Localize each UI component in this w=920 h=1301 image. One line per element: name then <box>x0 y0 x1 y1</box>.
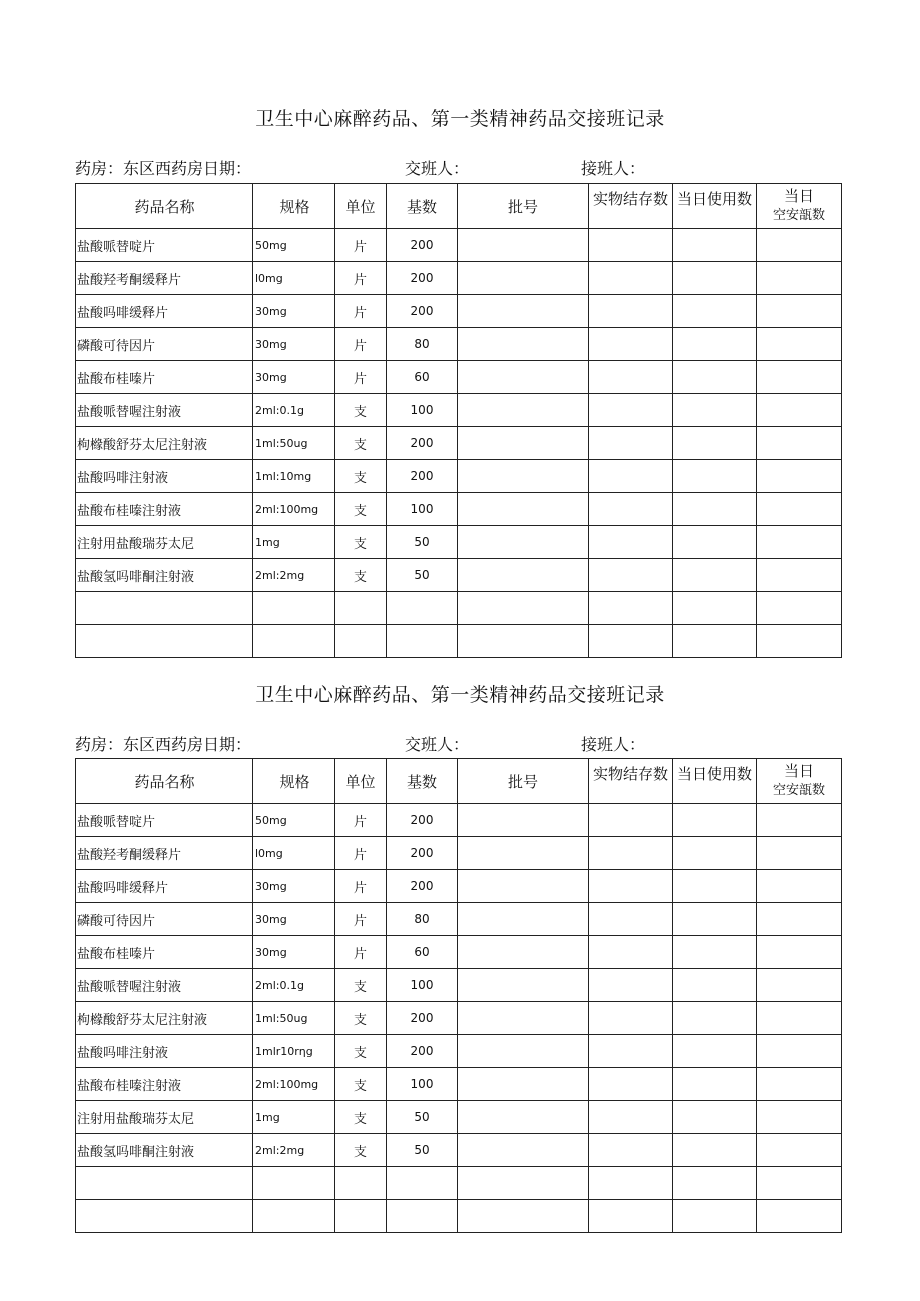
base-count-cell: 200 <box>387 1002 458 1035</box>
header-unit: 单位 <box>335 184 387 229</box>
daily-usage-cell[interactable] <box>673 903 757 936</box>
empty-ampoules-cell[interactable] <box>757 559 842 592</box>
stock-count-cell[interactable] <box>589 559 673 592</box>
empty-ampoules-cell[interactable] <box>757 526 842 559</box>
stock-count-cell[interactable] <box>589 870 673 903</box>
spec-cell: 50mg <box>253 804 335 837</box>
drug-name-cell: 盐酸布桂嗪注射液 <box>76 493 253 526</box>
blank-cell[interactable] <box>253 625 335 658</box>
blank-cell[interactable] <box>76 625 253 658</box>
base-count-cell: 80 <box>387 328 458 361</box>
empty-ampoules-cell[interactable] <box>757 394 842 427</box>
header-empty-ampoules-line1: 当日 <box>783 762 814 780</box>
base-count-cell: 50 <box>387 1134 458 1167</box>
blank-cell[interactable] <box>387 1200 458 1233</box>
blank-cell[interactable] <box>387 625 458 658</box>
stock-count-cell[interactable] <box>589 936 673 969</box>
base-count-cell: 200 <box>387 1035 458 1068</box>
daily-usage-cell[interactable] <box>673 1134 757 1167</box>
table-row <box>76 1068 842 1101</box>
empty-ampoules-cell[interactable] <box>757 870 842 903</box>
daily-usage-cell[interactable] <box>673 394 757 427</box>
header-stock-count: 实物结存数 <box>589 759 673 804</box>
drug-name-cell: 盐酸布桂嗪片 <box>76 936 253 969</box>
daily-usage-cell[interactable] <box>673 1002 757 1035</box>
header-batch-no: 批号 <box>458 759 589 804</box>
blank-cell[interactable] <box>757 592 842 625</box>
batch-no-cell[interactable] <box>458 1101 589 1134</box>
empty-ampoules-cell[interactable] <box>757 361 842 394</box>
spec-cell: 2ml:2mg <box>253 559 335 592</box>
empty-ampoules-cell[interactable] <box>757 1134 842 1167</box>
blank-cell[interactable] <box>253 1200 335 1233</box>
spec-cell: 1mg <box>253 1101 335 1134</box>
empty-ampoules-cell[interactable] <box>757 1101 842 1134</box>
stock-count-cell[interactable] <box>589 1068 673 1101</box>
table-row <box>76 328 842 361</box>
base-count-cell: 100 <box>387 493 458 526</box>
table-header-row <box>76 184 842 229</box>
table-row <box>76 1002 842 1035</box>
daily-usage-cell[interactable] <box>673 493 757 526</box>
batch-no-cell[interactable] <box>458 1035 589 1068</box>
empty-ampoules-cell[interactable] <box>757 427 842 460</box>
drug-name-cell: 盐酸氢吗啡酮注射液 <box>76 1134 253 1167</box>
batch-no-cell[interactable] <box>458 328 589 361</box>
pharmacy-date-label: 药房：东区西药房日期： <box>75 159 252 178</box>
blank-cell[interactable] <box>673 1167 757 1200</box>
spec-cell: 2ml:100mg <box>253 1068 335 1101</box>
blank-cell[interactable] <box>335 1200 387 1233</box>
spec-cell: 1mg <box>253 526 335 559</box>
base-count-cell: 50 <box>387 559 458 592</box>
blank-row <box>76 1200 842 1233</box>
blank-cell[interactable] <box>76 1167 253 1200</box>
daily-usage-cell[interactable] <box>673 804 757 837</box>
daily-usage-cell[interactable] <box>673 427 757 460</box>
header-empty-ampoules-line2: 空安瓿数 <box>772 783 825 798</box>
spec-cell: 1ml:10mg <box>253 460 335 493</box>
drug-name-cell: 盐酸羟考酮缓释片 <box>76 837 253 870</box>
table-row <box>76 229 842 262</box>
header-stock-count: 实物结存数 <box>589 184 673 229</box>
empty-ampoules-cell[interactable] <box>757 804 842 837</box>
daily-usage-cell[interactable] <box>673 559 757 592</box>
batch-no-cell[interactable] <box>458 229 589 262</box>
drug-name-cell: 盐酸羟考酮缓释片 <box>76 262 253 295</box>
base-count-cell: 100 <box>387 969 458 1002</box>
empty-ampoules-cell[interactable] <box>757 903 842 936</box>
batch-no-cell[interactable] <box>458 969 589 1002</box>
base-count-cell: 200 <box>387 295 458 328</box>
blank-cell[interactable] <box>673 625 757 658</box>
spec-cell: l0mg <box>253 837 335 870</box>
table-row <box>76 361 842 394</box>
sheet-title: 卫生中心麻醉药品、第一类精神药品交接班记录 <box>255 684 665 706</box>
batch-no-cell[interactable] <box>458 394 589 427</box>
stock-count-cell[interactable] <box>589 1134 673 1167</box>
batch-no-cell[interactable] <box>458 427 589 460</box>
spec-cell: 30mg <box>253 295 335 328</box>
unit-cell: 片 <box>335 361 387 394</box>
empty-ampoules-cell[interactable] <box>757 1002 842 1035</box>
spec-cell: 30mg <box>253 361 335 394</box>
batch-no-cell[interactable] <box>458 870 589 903</box>
spec-cell: 2ml:100mg <box>253 493 335 526</box>
empty-ampoules-cell[interactable] <box>757 229 842 262</box>
blank-cell[interactable] <box>458 592 589 625</box>
unit-cell: 片 <box>335 936 387 969</box>
drug-name-cell: 盐酸哌替啶片 <box>76 229 253 262</box>
empty-ampoules-cell[interactable] <box>757 837 842 870</box>
empty-ampoules-cell[interactable] <box>757 493 842 526</box>
unit-cell: 支 <box>335 1101 387 1134</box>
stock-count-cell[interactable] <box>589 460 673 493</box>
daily-usage-cell[interactable] <box>673 328 757 361</box>
spec-cell: 2ml:0.1g <box>253 394 335 427</box>
batch-no-cell[interactable] <box>458 493 589 526</box>
stock-count-cell[interactable] <box>589 394 673 427</box>
unit-cell: 片 <box>335 804 387 837</box>
base-count-cell: 200 <box>387 837 458 870</box>
blank-cell[interactable] <box>589 592 673 625</box>
unit-cell: 片 <box>335 870 387 903</box>
header-base-count: 基数 <box>387 759 458 804</box>
table-row <box>76 295 842 328</box>
handover-table <box>75 183 842 658</box>
blank-row <box>76 592 842 625</box>
table-row <box>76 262 842 295</box>
blank-cell[interactable] <box>253 1167 335 1200</box>
table-row <box>76 559 842 592</box>
batch-no-cell[interactable] <box>458 559 589 592</box>
batch-no-cell[interactable] <box>458 1068 589 1101</box>
blank-cell[interactable] <box>335 1167 387 1200</box>
base-count-cell: 60 <box>387 361 458 394</box>
stock-count-cell[interactable] <box>589 1101 673 1134</box>
batch-no-cell[interactable] <box>458 903 589 936</box>
blank-row <box>76 625 842 658</box>
table-row <box>76 804 842 837</box>
stock-count-cell[interactable] <box>589 1002 673 1035</box>
batch-no-cell[interactable] <box>458 262 589 295</box>
drug-name-cell: 盐酸布桂嗪注射液 <box>76 1068 253 1101</box>
blank-cell[interactable] <box>589 625 673 658</box>
base-count-cell: 200 <box>387 804 458 837</box>
batch-no-cell[interactable] <box>458 526 589 559</box>
header-batch-no: 批号 <box>458 184 589 229</box>
drug-name-cell: 注射用盐酸瑞芬太尼 <box>76 1101 253 1134</box>
drug-name-cell: 盐酸吗啡注射液 <box>76 460 253 493</box>
daily-usage-cell[interactable] <box>673 229 757 262</box>
daily-usage-cell[interactable] <box>673 526 757 559</box>
table-row <box>76 394 842 427</box>
batch-no-cell[interactable] <box>458 460 589 493</box>
table-row <box>76 969 842 1002</box>
spec-cell: 30mg <box>253 903 335 936</box>
table-row <box>76 493 842 526</box>
unit-cell: 片 <box>335 903 387 936</box>
base-count-cell: 60 <box>387 936 458 969</box>
empty-ampoules-cell[interactable] <box>757 1035 842 1068</box>
spec-cell: 1mlr10rηg <box>253 1035 335 1068</box>
spec-cell: 2ml:2mg <box>253 1134 335 1167</box>
spec-cell: 2ml:0.1g <box>253 969 335 1002</box>
blank-cell[interactable] <box>757 1200 842 1233</box>
table-row <box>76 460 842 493</box>
blank-cell[interactable] <box>458 625 589 658</box>
table-row <box>76 870 842 903</box>
table-row <box>76 1134 842 1167</box>
batch-no-cell[interactable] <box>458 936 589 969</box>
blank-cell[interactable] <box>673 592 757 625</box>
spec-cell: 30mg <box>253 936 335 969</box>
base-count-cell: 50 <box>387 1101 458 1134</box>
empty-ampoules-cell[interactable] <box>757 328 842 361</box>
stock-count-cell[interactable] <box>589 903 673 936</box>
base-count-cell: 80 <box>387 903 458 936</box>
base-count-cell: 200 <box>387 427 458 460</box>
blank-cell[interactable] <box>335 625 387 658</box>
table-row <box>76 903 842 936</box>
drug-name-cell: 盐酸哌替喔注射液 <box>76 969 253 1002</box>
receiver-person-label: 接班人： <box>581 735 646 754</box>
daily-usage-cell[interactable] <box>673 295 757 328</box>
table-row <box>76 526 842 559</box>
blank-row <box>76 1167 842 1200</box>
batch-no-cell[interactable] <box>458 295 589 328</box>
daily-usage-cell[interactable] <box>673 969 757 1002</box>
stock-count-cell[interactable] <box>589 526 673 559</box>
unit-cell: 支 <box>335 1002 387 1035</box>
unit-cell: 片 <box>335 262 387 295</box>
drug-name-cell: 盐酸吗啡缓释片 <box>76 870 253 903</box>
unit-cell: 支 <box>335 1035 387 1068</box>
unit-cell: 支 <box>335 559 387 592</box>
base-count-cell: 50 <box>387 526 458 559</box>
stock-count-cell[interactable] <box>589 262 673 295</box>
drug-name-cell: 盐酸氢吗啡酮注射液 <box>76 559 253 592</box>
unit-cell: 支 <box>335 526 387 559</box>
spec-cell: 1ml:50ug <box>253 1002 335 1035</box>
header-base-count: 基数 <box>387 184 458 229</box>
blank-cell[interactable] <box>76 592 253 625</box>
spec-cell: 30mg <box>253 328 335 361</box>
blank-cell[interactable] <box>335 592 387 625</box>
spec-cell: 1ml:50ug <box>253 427 335 460</box>
empty-ampoules-cell[interactable] <box>757 969 842 1002</box>
unit-cell: 片 <box>335 229 387 262</box>
header-empty-ampoules-line2: 空安瓿数 <box>772 208 825 223</box>
unit-cell: 支 <box>335 1068 387 1101</box>
drug-name-cell: 盐酸吗啡缓释片 <box>76 295 253 328</box>
blank-cell[interactable] <box>458 1167 589 1200</box>
blank-cell[interactable] <box>387 592 458 625</box>
table-row <box>76 1101 842 1134</box>
drug-name-cell: 注射用盐酸瑞芬太尼 <box>76 526 253 559</box>
table-row <box>76 427 842 460</box>
empty-ampoules-cell[interactable] <box>757 295 842 328</box>
header-drug-name: 药品名称 <box>76 184 253 229</box>
unit-cell: 支 <box>335 460 387 493</box>
stock-count-cell[interactable] <box>589 837 673 870</box>
drug-name-cell: 盐酸哌替喔注射液 <box>76 394 253 427</box>
table-row <box>76 837 842 870</box>
base-count-cell: 200 <box>387 460 458 493</box>
unit-cell: 片 <box>335 837 387 870</box>
stock-count-cell[interactable] <box>589 295 673 328</box>
base-count-cell: 100 <box>387 1068 458 1101</box>
stock-count-cell[interactable] <box>589 229 673 262</box>
batch-no-cell[interactable] <box>458 1002 589 1035</box>
blank-cell[interactable] <box>757 1167 842 1200</box>
daily-usage-cell[interactable] <box>673 870 757 903</box>
sheet-title: 卫生中心麻醉药品、第一类精神药品交接班记录 <box>255 108 665 130</box>
stock-count-cell[interactable] <box>589 361 673 394</box>
unit-cell: 支 <box>335 427 387 460</box>
drug-name-cell: 枸橼酸舒芬太尼注射液 <box>76 427 253 460</box>
header-spec: 规格 <box>253 184 335 229</box>
stock-count-cell[interactable] <box>589 493 673 526</box>
header-empty-ampoules <box>757 759 842 804</box>
spec-cell: 30mg <box>253 870 335 903</box>
blank-cell[interactable] <box>589 1200 673 1233</box>
header-empty-ampoules-line1: 当日 <box>783 187 814 205</box>
drug-name-cell: 盐酸吗啡注射液 <box>76 1035 253 1068</box>
unit-cell: 片 <box>335 328 387 361</box>
daily-usage-cell[interactable] <box>673 837 757 870</box>
table-row <box>76 1035 842 1068</box>
daily-usage-cell[interactable] <box>673 1101 757 1134</box>
daily-usage-cell[interactable] <box>673 1035 757 1068</box>
handover-person-label: 交班人： <box>405 159 470 178</box>
drug-name-cell: 磷酸可待因片 <box>76 328 253 361</box>
base-count-cell: 200 <box>387 229 458 262</box>
empty-ampoules-cell[interactable] <box>757 1068 842 1101</box>
unit-cell: 支 <box>335 394 387 427</box>
blank-cell[interactable] <box>387 1167 458 1200</box>
blank-cell[interactable] <box>76 1200 253 1233</box>
drug-name-cell: 盐酸哌替啶片 <box>76 804 253 837</box>
stock-count-cell[interactable] <box>589 328 673 361</box>
unit-cell: 支 <box>335 493 387 526</box>
header-empty-ampoules <box>757 184 842 229</box>
daily-usage-cell[interactable] <box>673 361 757 394</box>
base-count-cell: 100 <box>387 394 458 427</box>
handover-table <box>75 758 842 1233</box>
daily-usage-cell[interactable] <box>673 936 757 969</box>
receiver-person-label: 接班人： <box>581 159 646 178</box>
unit-cell: 支 <box>335 969 387 1002</box>
header-spec: 规格 <box>253 759 335 804</box>
blank-cell[interactable] <box>589 1167 673 1200</box>
pharmacy-date-label: 药房：东区西药房日期： <box>75 735 252 754</box>
table-row <box>76 936 842 969</box>
drug-name-cell: 盐酸布桂嗪片 <box>76 361 253 394</box>
empty-ampoules-cell[interactable] <box>757 936 842 969</box>
batch-no-cell[interactable] <box>458 837 589 870</box>
blank-cell[interactable] <box>673 1200 757 1233</box>
table-header-row <box>76 759 842 804</box>
handover-person-label: 交班人： <box>405 735 470 754</box>
empty-ampoules-cell[interactable] <box>757 262 842 295</box>
base-count-cell: 200 <box>387 262 458 295</box>
stock-count-cell[interactable] <box>589 804 673 837</box>
stock-count-cell[interactable] <box>589 1035 673 1068</box>
batch-no-cell[interactable] <box>458 804 589 837</box>
unit-cell: 片 <box>335 295 387 328</box>
header-drug-name: 药品名称 <box>76 759 253 804</box>
base-count-cell: 200 <box>387 870 458 903</box>
empty-ampoules-cell[interactable] <box>757 460 842 493</box>
daily-usage-cell[interactable] <box>673 262 757 295</box>
header-daily-usage: 当日使用数 <box>673 759 757 804</box>
drug-name-cell: 枸橼酸舒芬太尼注射液 <box>76 1002 253 1035</box>
batch-no-cell[interactable] <box>458 361 589 394</box>
daily-usage-cell[interactable] <box>673 1068 757 1101</box>
blank-cell[interactable] <box>458 1200 589 1233</box>
batch-no-cell[interactable] <box>458 1134 589 1167</box>
daily-usage-cell[interactable] <box>673 460 757 493</box>
spec-cell: l0mg <box>253 262 335 295</box>
blank-cell[interactable] <box>757 625 842 658</box>
header-unit: 单位 <box>335 759 387 804</box>
stock-count-cell[interactable] <box>589 969 673 1002</box>
blank-cell[interactable] <box>253 592 335 625</box>
unit-cell: 支 <box>335 1134 387 1167</box>
stock-count-cell[interactable] <box>589 427 673 460</box>
drug-name-cell: 磷酸可待因片 <box>76 903 253 936</box>
spec-cell: 50mg <box>253 229 335 262</box>
header-daily-usage: 当日使用数 <box>673 184 757 229</box>
